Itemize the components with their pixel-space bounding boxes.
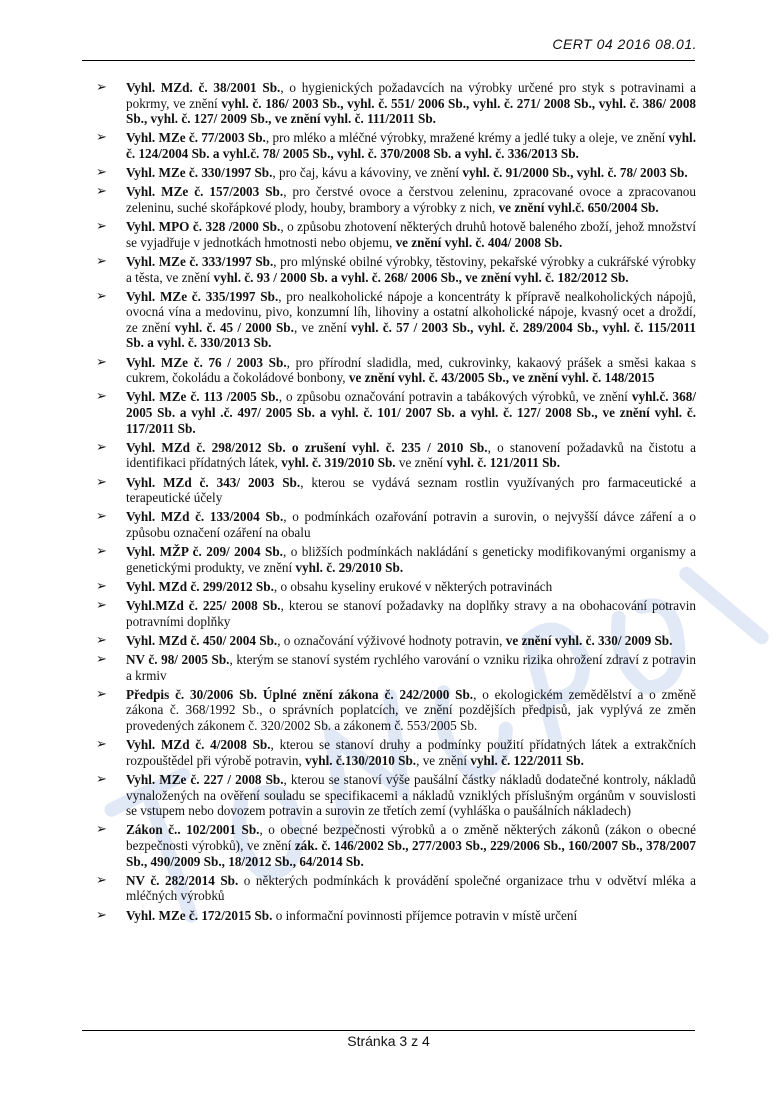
arrow-bullet-icon: ➢ xyxy=(96,165,107,181)
regulation-description: , kterou se stanoví výše paušální částky nákladů dodatečné kontroly, nákladů vynaložených na ověření souladu se specifikacemi a nákladů vzniklých příslušným orgánům v souvislosti se vstupem nebo dovozem potravin a surovin ze třetích zemí (vyhláška o paušálních nákladech) xyxy=(126,772,697,819)
regulation-description: , pro mlýnské obilné výrobky, těstoviny, pekařské výrobky a cukrářské výrobky a těsta, ve znění xyxy=(126,253,697,285)
regulation-reference: Vyhl. MŽP č. 209/ 2004 Sb. xyxy=(126,544,283,560)
page-number: Stránka 3 z 4 xyxy=(347,1033,430,1049)
regulation-description: , o obecné bezpečnosti výrobků a o změně některých zákonů (zákon o obecné bezpečnosti výrobků), ve znění xyxy=(126,822,696,853)
arrow-bullet-icon: ➢ xyxy=(96,439,107,455)
regulation-description: ve znění xyxy=(395,455,447,471)
arrow-bullet-icon: ➢ xyxy=(96,474,107,490)
footer-rule xyxy=(82,1030,695,1031)
regulation-description: o některých podmínkách k provádění společné organizace trhu v odvětví mléka a mléčných výrobků xyxy=(126,872,696,904)
arrow-bullet-icon: ➢ xyxy=(96,219,107,235)
regulation-reference: Vyhl. MZd č. 450/ 2004 Sb. xyxy=(126,632,278,648)
regulation-reference: Vyhl.MZd č. 225/ 2008 Sb. xyxy=(126,598,281,614)
regulation-reference: Vyhl. MZe č. 76 / 2003 Sb. xyxy=(126,354,287,370)
regulation-description: o informační povinnosti příjemce potravin v místě určení xyxy=(272,907,578,923)
regulation-reference: Vyhl. MPO č. 328 /2000 Sb. xyxy=(126,219,281,235)
regulation-reference: ve znění vyhl.č. 650/2004 Sb. xyxy=(498,199,659,215)
regulation-reference: Vyhl. MZe č. 227 / 2008 Sb. xyxy=(126,772,284,788)
regulation-reference: Vyhl. MZe č. 335/1997 Sb. xyxy=(126,288,279,304)
arrow-bullet-icon: ➢ xyxy=(96,907,107,923)
arrow-bullet-icon: ➢ xyxy=(96,632,107,648)
regulation-reference: Vyhl. MZd č. 133/2004 Sb. xyxy=(126,509,284,525)
regulation-description: , ve znění xyxy=(293,319,352,335)
list-item xyxy=(96,389,696,436)
document-code: CERT 04 2016 08.01. xyxy=(552,36,697,52)
regulation-description: , ve znění xyxy=(416,752,471,768)
list-item xyxy=(96,475,696,506)
arrow-bullet-icon: ➢ xyxy=(96,652,107,668)
regulation-description: , pro čaj, kávu a kávoviny, ve znění xyxy=(272,165,463,181)
arrow-bullet-icon: ➢ xyxy=(96,686,107,702)
regulation-reference: Vyhl. MZd. č. 38/2001 Sb. xyxy=(126,80,281,95)
arrow-bullet-icon: ➢ xyxy=(96,253,107,269)
arrow-bullet-icon: ➢ xyxy=(96,737,107,753)
regulation-reference: Předpis č. 30/2006 Sb. Úplné znění zákona č. 242/2000 Sb. xyxy=(126,686,474,702)
regulation-description: , o hygienických požadavcích na výrobky určené pro styk s potravinami a pokrmy, ve znění xyxy=(126,80,696,111)
regulation-description: , o obsahu kyseliny erukové v některých potravinách xyxy=(273,578,553,594)
regulation-description: , o ekologickém zemědělství a o změně zákona č. 368/1992 Sb., o správních poplatcích, ve znění pozdějších předpisů, jak vyplývá ze změn provedených zákonem č. 320/2002 Sb. a zákonem č. 553/2005 Sb. xyxy=(126,686,696,734)
arrow-bullet-icon: ➢ xyxy=(96,184,107,200)
regulation-reference: NV č. 282/2014 Sb. xyxy=(126,872,239,888)
regulation-reference: vyhl. č. 121/2011 Sb. xyxy=(446,455,561,471)
legislation-list xyxy=(96,80,696,927)
regulation-description: , o způsobu zhotovení některých druhů hotově baleného zboží, jehož množství se vyjadřuje v jednotkách hmotnosti nebo objemu, xyxy=(126,219,696,250)
regulation-reference: vyhl. č. 45 / 2000 Sb. xyxy=(174,319,294,335)
regulation-reference: Vyhl. MZe č. 157/2003 Sb. xyxy=(126,184,284,200)
list-item xyxy=(96,772,696,819)
regulation-description: , pro čerstvé ovoce a čerstvou zeleninu, zpracované ovoce a zpracovanou zeleninu, suché skořápkové plody, houby, brambory a výrobky z nich, xyxy=(126,184,696,215)
regulation-reference: vyhl. č. 29/2010 Sb. xyxy=(295,559,404,575)
regulation-description: , kterou se stanoví druhy a podmínky použití přídatných látek a extrakčních rozpouštědel při výrobě potravin, xyxy=(126,737,696,768)
list-item xyxy=(96,652,696,683)
list-item xyxy=(96,254,696,285)
arrow-bullet-icon: ➢ xyxy=(96,80,107,95)
regulation-reference: Vyhl. MZd č. 298/2012 Sb. o zrušení vyhl. č. 235 / 2010 Sb. xyxy=(126,439,488,455)
regulation-reference: Vyhl. MZd č. 299/2012 Sb. xyxy=(126,578,274,594)
list-item xyxy=(96,80,696,127)
regulation-description: , o bližších podmínkách nakládání s geneticky modifikovanými organismy a genetickými produkty, ve znění xyxy=(126,544,696,575)
list-item xyxy=(96,687,696,734)
list-item xyxy=(96,219,696,250)
regulation-reference: Vyhl. MZe č. 172/2015 Sb. xyxy=(126,907,273,923)
arrow-bullet-icon: ➢ xyxy=(96,389,107,405)
regulation-reference: NV č. 98/ 2005 Sb. xyxy=(126,652,230,668)
header-rule xyxy=(82,60,695,61)
regulation-reference: Vyhl. MZe č. 77/2003 Sb. xyxy=(126,130,266,146)
arrow-bullet-icon: ➢ xyxy=(96,509,107,525)
list-item xyxy=(96,908,696,924)
regulation-reference: vyhl. č. 186/ 2003 Sb., vyhl. č. 551/ 2006 Sb., vyhl. č. 271/ 2008 Sb., vyhl. č. 386/ 2008 Sb., vyhl. č. 127/ 2009 Sb., ve znění vyhl. č. 111/2011 Sb. xyxy=(126,95,697,127)
regulation-description: , pro přírodní sladidla, med, cukrovinky, kakaový prášek a směsi kakaa s cukrem, čokoládu a čokoládové bonbony, xyxy=(126,354,697,386)
regulation-description: , pro nealkoholické nápoje a koncentráty k přípravě nealkoholických nápojů, ovocná vína a medovinu, pivo, konzumní líh, lihoviny a ostatní alkoholické nápoje, kvasný ocet a droždí, ze znění xyxy=(126,288,697,335)
arrow-bullet-icon: ➢ xyxy=(96,578,107,594)
list-item xyxy=(96,130,696,161)
regulation-description: , o podmínkách ozařování potravin a surovin, o nejvyšší dávce záření a o způsobu označení ozáření na obalu xyxy=(126,509,696,540)
list-item xyxy=(96,822,696,869)
regulation-reference: ve znění vyhl. č. 330/ 2009 Sb. xyxy=(505,632,673,648)
list-item xyxy=(96,440,696,471)
list-item xyxy=(96,289,696,351)
regulation-reference: vyhl. č.130/2010 Sb. xyxy=(305,752,417,768)
regulation-reference: vyhl.č. 368/ 2005 Sb. a vyhl .č. 497/ 2005 Sb. a vyhl. č. 101/ 2007 Sb. a vyhl. č. 127/ 2008 Sb., ve znění vyhl. č. 117/2011 Sb. xyxy=(126,389,696,436)
list-item xyxy=(96,184,696,215)
regulation-description: , o stanovení požadavků na čistotu a identifikaci přídatných látek, xyxy=(126,439,696,471)
list-item xyxy=(96,873,696,904)
list-item xyxy=(96,633,696,649)
arrow-bullet-icon: ➢ xyxy=(96,822,107,838)
regulation-reference: Vyhl. MZe č. 330/1997 Sb. xyxy=(126,165,273,181)
regulation-reference: ve znění vyhl. č. 404/ 2008 Sb. xyxy=(395,234,563,250)
regulation-reference: vyhl. č. 124/2004 Sb. a vyhl.č. 78/ 2005 Sb., vyhl. č. 370/2008 Sb. a vyhl. č. 336/2013 Sb. xyxy=(126,130,697,161)
regulation-reference: vyhl. č. 91/2000 Sb., vyhl. č. 78/ 2003 Sb. xyxy=(462,165,688,181)
list-item xyxy=(96,737,696,768)
regulation-description: , o označování výživové hodnoty potravin, xyxy=(277,632,506,648)
regulation-reference: Vyhl. MZd č. 4/2008 Sb. xyxy=(126,737,271,753)
regulation-reference: ve znění vyhl. č. 43/2005 Sb., ve znění vyhl. č. 148/2015 xyxy=(348,370,655,386)
list-item xyxy=(96,579,696,595)
regulation-description: , pro mléko a mléčné výrobky, mražené krémy a jedlé tuky a oleje, ve znění xyxy=(265,130,669,146)
regulation-reference: Vyhl. MZe č. 113 /2005 Sb. xyxy=(126,389,279,405)
list-item xyxy=(96,355,696,386)
arrow-bullet-icon: ➢ xyxy=(96,598,107,614)
regulation-reference: vyhl. č. 122/2011 Sb. xyxy=(470,752,584,768)
regulation-description: , kterou se stanoví požadavky na doplňky stravy a na obohacování potravin potravními doplňky xyxy=(126,598,697,629)
regulation-description: , o způsobu označování potravin a tabákových výrobků, ve znění xyxy=(278,389,632,405)
regulation-reference: zák. č. 146/2002 Sb., 277/2003 Sb., 229/2006 Sb., 160/2007 Sb., 378/2007 Sb., 490/2009 Sb., 18/2012 Sb., 64/2014 Sb. xyxy=(126,838,696,869)
regulation-reference: Zákon č.. 102/2001 Sb. xyxy=(126,822,260,838)
arrow-bullet-icon: ➢ xyxy=(96,354,107,370)
arrow-bullet-icon: ➢ xyxy=(96,130,107,146)
regulation-reference: Vyhl. MZe č. 333/1997 Sb. xyxy=(126,253,274,269)
list-item xyxy=(96,544,696,575)
regulation-reference: Vyhl. MZd č. 343/ 2003 Sb. xyxy=(126,474,301,490)
list-item xyxy=(96,165,696,181)
arrow-bullet-icon: ➢ xyxy=(96,288,107,304)
list-item xyxy=(96,598,696,629)
regulation-reference: vyhl. č. 57 / 2003 Sb., vyhl. č. 289/2004 Sb., vyhl. č. 115/2011 Sb. a vyhl. č. 330/2013 Sb. xyxy=(126,319,697,351)
arrow-bullet-icon: ➢ xyxy=(96,772,107,788)
arrow-bullet-icon: ➢ xyxy=(96,872,107,888)
regulation-reference: vyhl. č. 93 / 2000 Sb. a vyhl. č. 268/ 2006 Sb., ve znění vyhl. č. 182/2012 Sb. xyxy=(213,269,629,285)
regulation-description: , kterou se vydává seznam rostlin využívaných pro farmaceutické a terapeutické účely xyxy=(126,474,697,506)
regulation-description: , kterým se stanoví systém rychlého varování o vzniku rizika ohrožení zdraví z potravin a krmiv xyxy=(126,652,697,683)
list-item xyxy=(96,509,696,540)
arrow-bullet-icon: ➢ xyxy=(96,544,107,560)
regulation-reference: vyhl. č. 319/2010 Sb. xyxy=(281,455,396,471)
